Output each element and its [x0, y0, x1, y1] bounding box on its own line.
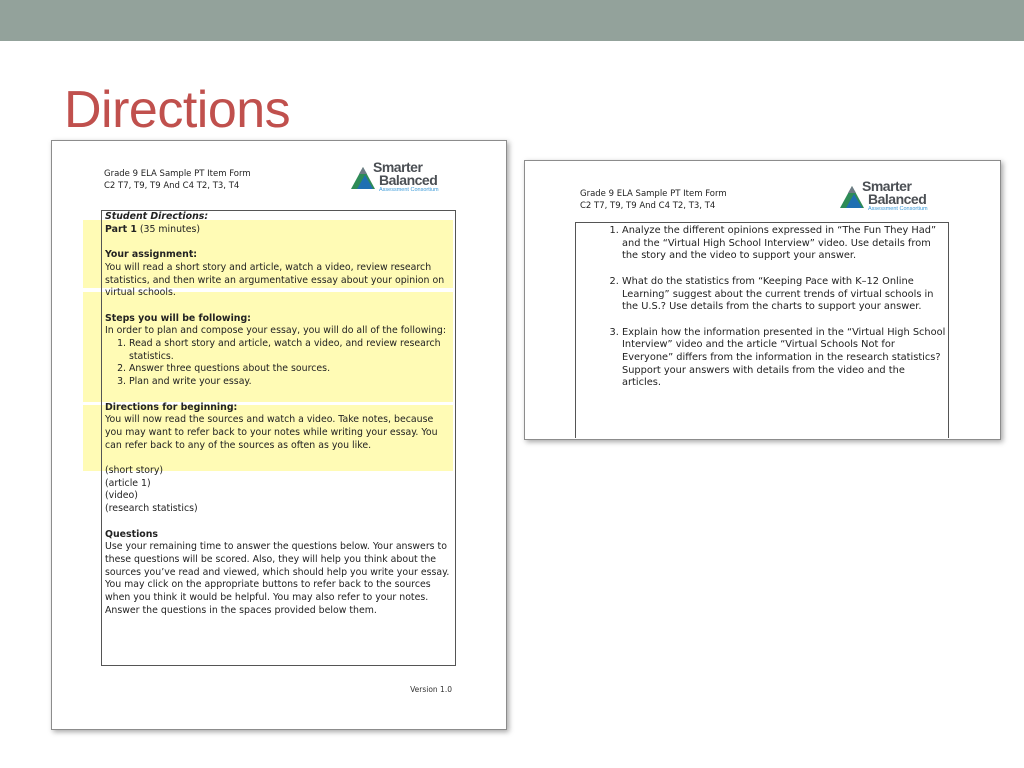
version-label: Version 1.0 — [410, 685, 452, 694]
part-label: Part 1 — [105, 223, 137, 235]
question-item: 1. Analyze the different opinions expressed in “The Fun They Had” and the “Virtual High School Interview” video. Use details from the story and the video to support your answer. — [622, 225, 946, 263]
slide-title: Directions — [64, 81, 291, 139]
top-bar — [0, 0, 1024, 41]
smarter-balanced-logo — [349, 161, 449, 193]
source-item: (article 1) — [105, 477, 151, 489]
form-header — [580, 188, 727, 212]
step-item: 3. Plan and write your essay. — [129, 376, 453, 389]
assignment-text: You will read a short story and article, watch a video, review research statistics, and then write an argumentative essay about your opinion on virtual schools. — [105, 261, 445, 299]
logo-line1: Smarter — [373, 159, 423, 175]
form-header-line2: C2 T7, T9, T9 And C4 T2, T3, T4 — [580, 201, 716, 211]
step-item: 2. Answer three questions about the sources. — [129, 363, 453, 376]
form-header-line2: C2 T7, T9, T9 And C4 T2, T3, T4 — [104, 181, 240, 191]
part-time: (35 minutes) — [139, 223, 201, 235]
question-item: 3. Explain how the information presented in the “Virtual High School Interview” video and the article “Virtual Schools Not for Everyone” differs from the information in the research statistics? Support your answers with details from the video and the articles. — [622, 327, 946, 391]
source-item: (video) — [105, 490, 138, 502]
directions-content — [105, 211, 453, 617]
directions-document-page — [51, 140, 507, 730]
question-item: 2. What do the statistics from “Keeping Pace with K–12 Online Learning” suggest about the current trends of virtual schools in the U.S.? Use details from the charts to support your answer. — [622, 276, 946, 314]
logo-line2: Balanced — [379, 172, 438, 188]
step-item: 1. Read a short story and article, watch a video, and review research statistics. — [129, 338, 453, 363]
logo-line1: Smarter — [862, 178, 912, 194]
questions-text: Use your remaining time to answer the questions below. Your answers to these questions will be scored. Also, they will help you think about the sources you’ve read and viewed, which should help you write your essay. You may click on the appropriate buttons to refer back to the sources when you think it would be helpful. You may also refer to your notes. Answer the questions in the spaces provided below them. — [105, 541, 450, 616]
questions-list — [590, 225, 946, 403]
questions-heading: Questions — [105, 528, 158, 540]
form-header — [104, 168, 251, 192]
questions-box — [575, 222, 949, 438]
beginning-heading: Directions for beginning: — [105, 401, 238, 413]
form-header-line1: Grade 9 ELA Sample PT Item Form — [580, 189, 727, 199]
questions-document-page — [524, 160, 1001, 440]
steps-heading: Steps you will be following: — [105, 312, 251, 324]
assignment-heading: Your assignment: — [105, 249, 198, 261]
logo-line3: Assessment Consortium — [379, 187, 439, 193]
smarter-balanced-logo — [838, 180, 938, 212]
steps-intro: In order to plan and compose your essay, you will do all of the following: — [105, 325, 447, 337]
source-item: (research statistics) — [105, 503, 198, 515]
directions-box — [101, 210, 456, 666]
logo-line2: Balanced — [868, 191, 927, 207]
form-header-line1: Grade 9 ELA Sample PT Item Form — [104, 169, 251, 179]
directions-heading: Student Directions: — [105, 211, 209, 222]
logo-line3: Assessment Consortium — [868, 206, 928, 212]
source-item: (short story) — [105, 465, 164, 476]
beginning-text: You will now read the sources and watch a video. Take notes, because you may want to refer back to your notes while writing your essay. You can refer back to any of the sources as often as you like. — [105, 414, 438, 451]
steps-list — [105, 338, 453, 389]
